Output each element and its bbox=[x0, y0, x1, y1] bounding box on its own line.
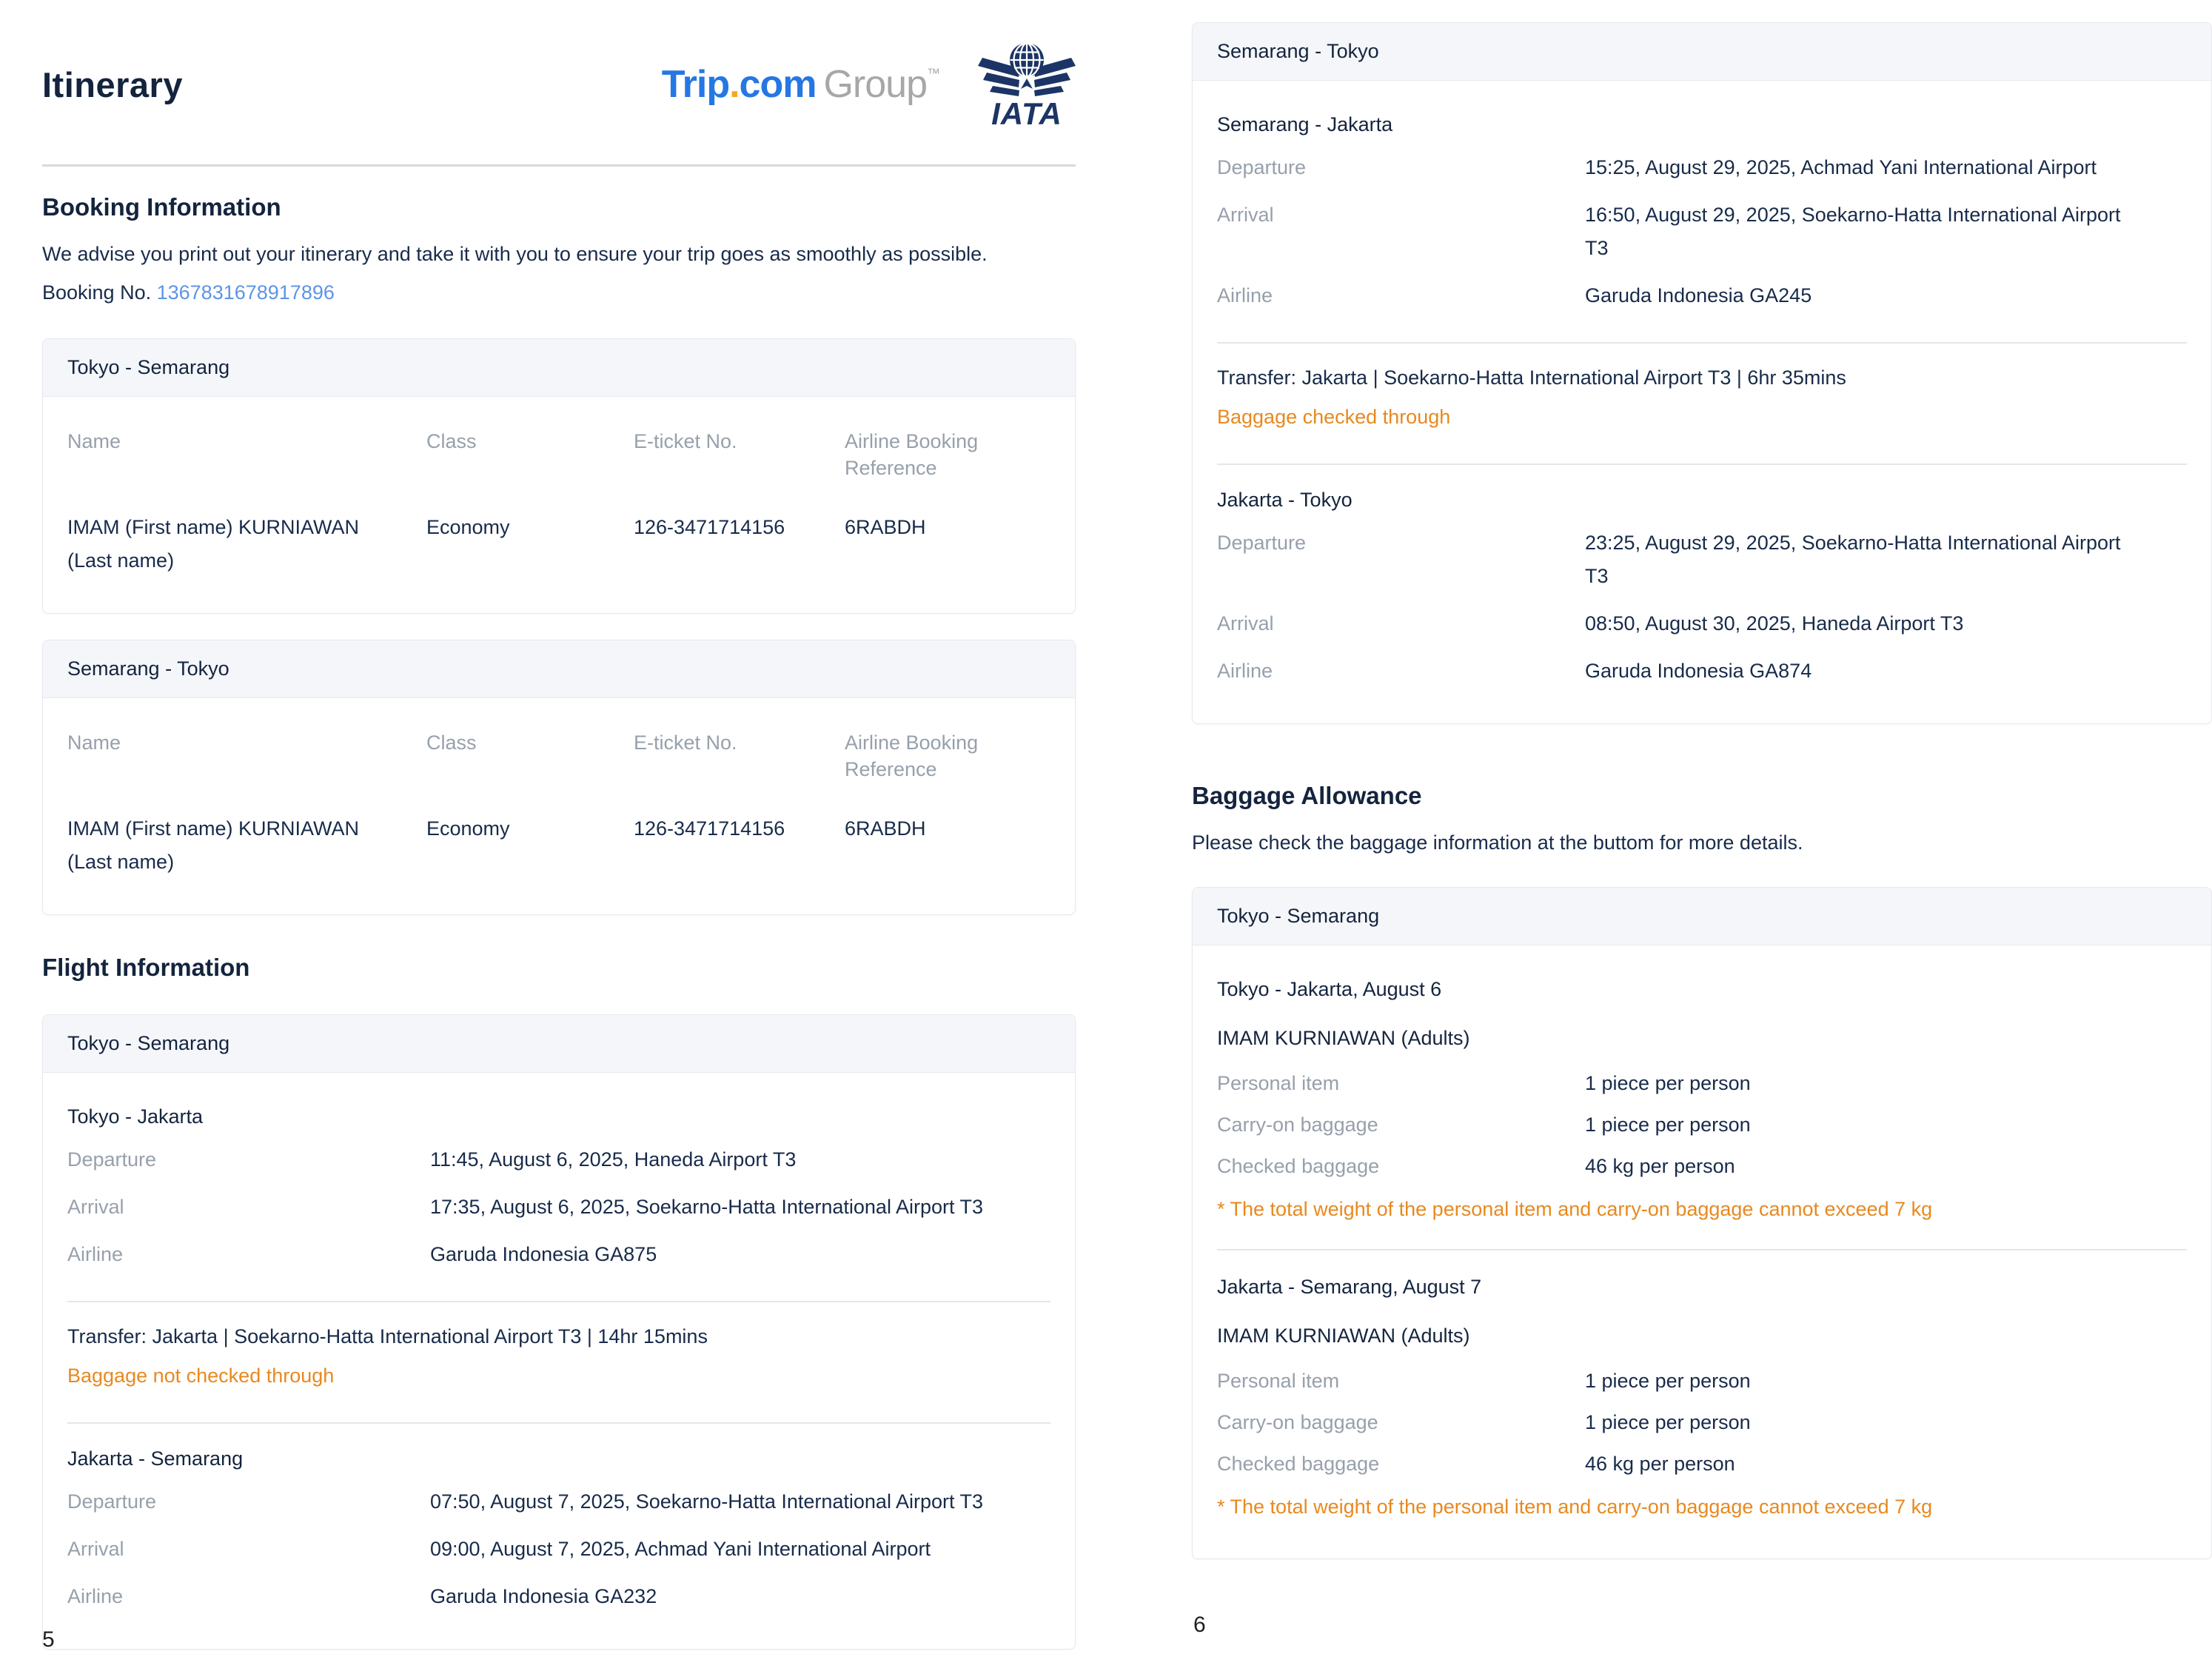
page-header bbox=[42, 41, 1076, 127]
baggage-row bbox=[1217, 1150, 2187, 1182]
checked-baggage-value: 46 kg per person bbox=[1585, 1155, 1735, 1177]
carryon-baggage-value: 1 piece per person bbox=[1585, 1411, 1751, 1433]
baggage-card-tokyo-semarang bbox=[1192, 887, 2212, 1559]
tripcom-logo-group: Group bbox=[823, 63, 927, 106]
booking-number-line bbox=[42, 278, 1076, 307]
flight-information-heading: Flight Information bbox=[42, 954, 250, 981]
page-title: Itinerary bbox=[42, 64, 183, 104]
itinerary-page-5 bbox=[42, 0, 1076, 1650]
passenger-table bbox=[67, 428, 1050, 577]
header-divider bbox=[42, 164, 1076, 167]
card-header bbox=[43, 339, 1075, 397]
passenger-name: IMAM (First name) KURNIAWAN (Last name) bbox=[67, 817, 360, 873]
flight-detail-row bbox=[1217, 607, 2187, 640]
departure-value: 15:25, August 29, 2025, Achmad Yani International Airport bbox=[1585, 156, 2097, 178]
flight-card-semarang-tokyo bbox=[1192, 22, 2212, 724]
flight-detail-row bbox=[67, 1143, 1050, 1176]
transfer-info: Transfer: Jakarta | Soekarno-Hatta International Airport T3 | 6hr 35mins bbox=[1217, 366, 1846, 389]
card-title: Tokyo - Semarang bbox=[67, 356, 230, 378]
personal-item-value: 1 piece per person bbox=[1585, 1370, 1751, 1392]
column-header-name: Name bbox=[67, 430, 121, 452]
airline-booking-reference: 6RABDH bbox=[845, 817, 926, 840]
personal-item-label: Personal item bbox=[1217, 1072, 1340, 1094]
personal-item-value: 1 piece per person bbox=[1585, 1072, 1751, 1094]
iata-logo bbox=[978, 41, 1076, 127]
transfer-info: Transfer: Jakarta | Soekarno-Hatta International Airport T3 | 14hr 15mins bbox=[67, 1325, 708, 1347]
tripcom-logo-com: com bbox=[739, 63, 817, 106]
arrival-value: 09:00, August 7, 2025, Achmad Yani International Airport bbox=[430, 1538, 931, 1560]
booking-number-link[interactable]: 1367831678917896 bbox=[156, 281, 335, 304]
checked-baggage-label: Checked baggage bbox=[1217, 1453, 1380, 1475]
arrival-label: Arrival bbox=[1217, 612, 1274, 635]
card-header bbox=[43, 1015, 1075, 1073]
airline-value: Garuda Indonesia GA874 bbox=[1585, 660, 1812, 682]
baggage-passenger: IMAM KURNIAWAN (Adults) bbox=[1217, 1027, 1470, 1049]
airline-label: Airline bbox=[1217, 660, 1273, 682]
airline-value: Garuda Indonesia GA875 bbox=[430, 1243, 657, 1265]
card-header bbox=[1193, 23, 2211, 81]
airline-label: Airline bbox=[67, 1585, 124, 1607]
flight-detail-row bbox=[1217, 526, 2187, 593]
page-number-6: 6 bbox=[1193, 1613, 1206, 1637]
baggage-row bbox=[1217, 1406, 2187, 1439]
flight-detail-row bbox=[1217, 151, 2187, 184]
card-title: Semarang - Tokyo bbox=[1217, 40, 1379, 62]
card-title: Tokyo - Semarang bbox=[67, 1032, 230, 1054]
passenger-table bbox=[67, 729, 1050, 879]
carryon-baggage-label: Carry-on baggage bbox=[1217, 1114, 1378, 1136]
baggage-status-note: Baggage checked through bbox=[1217, 406, 1451, 428]
trademark-symbol: ™ bbox=[927, 66, 939, 81]
tripcom-group-logo bbox=[662, 62, 939, 107]
segment-divider bbox=[1217, 342, 2187, 344]
departure-label: Departure bbox=[67, 1490, 157, 1513]
departure-label: Departure bbox=[67, 1148, 157, 1171]
column-header-class: Class bbox=[426, 430, 477, 452]
airline-label: Airline bbox=[67, 1243, 124, 1265]
arrival-value: 08:50, August 30, 2025, Haneda Airport T3 bbox=[1585, 612, 1964, 635]
segment-divider bbox=[67, 1422, 1050, 1424]
flight-detail-row bbox=[67, 1238, 1050, 1271]
iata-logo-text: IATA bbox=[991, 96, 1062, 127]
departure-label: Departure bbox=[1217, 532, 1307, 554]
arrival-value: 17:35, August 6, 2025, Soekarno-Hatta International Airport T3 bbox=[430, 1196, 983, 1218]
tripcom-logo-dot: . bbox=[729, 63, 740, 106]
card-body bbox=[43, 1073, 1075, 1649]
departure-label: Departure bbox=[1217, 156, 1307, 178]
passenger-name: IMAM (First name) KURNIAWAN (Last name) bbox=[67, 516, 360, 572]
column-header-eticket: E-ticket No. bbox=[634, 430, 737, 452]
booking-advisory-text: We advise you print out your itinerary and take it with you to ensure your trip goes as smoothly as possible. bbox=[42, 243, 988, 265]
flight-detail-row bbox=[67, 1533, 1050, 1566]
departure-value: 23:25, August 29, 2025, Soekarno-Hatta International Airport T3 bbox=[1585, 532, 2121, 587]
card-body bbox=[1193, 81, 2211, 723]
baggage-row bbox=[1217, 1108, 2187, 1141]
segment-route: Jakarta - Tokyo bbox=[1217, 489, 1353, 511]
column-header-class: Class bbox=[426, 731, 477, 754]
cabin-class: Economy bbox=[426, 516, 510, 538]
baggage-advisory-text: Please check the baggage information at the buttom for more details. bbox=[1192, 831, 1803, 854]
card-body bbox=[1193, 945, 2211, 1559]
segment-route: Jakarta - Semarang bbox=[67, 1447, 244, 1470]
arrival-label: Arrival bbox=[67, 1196, 124, 1218]
departure-value: 11:45, August 6, 2025, Haneda Airport T3 bbox=[430, 1148, 797, 1171]
airline-booking-reference: 6RABDH bbox=[845, 516, 926, 538]
column-header-reference: Airline Booking Reference bbox=[845, 731, 979, 780]
airline-value: Garuda Indonesia GA232 bbox=[430, 1585, 657, 1607]
arrival-label: Arrival bbox=[67, 1538, 124, 1560]
departure-value: 07:50, August 7, 2025, Soekarno-Hatta International Airport T3 bbox=[430, 1490, 983, 1513]
flight-detail-row bbox=[67, 1485, 1050, 1519]
segment-divider bbox=[1217, 463, 2187, 465]
flight-detail-row bbox=[67, 1580, 1050, 1613]
iata-icon bbox=[978, 41, 1076, 127]
baggage-passenger: IMAM KURNIAWAN (Adults) bbox=[1217, 1325, 1470, 1347]
baggage-weight-note: * The total weight of the personal item and carry-on baggage cannot exceed 7 kg bbox=[1217, 1198, 1933, 1220]
baggage-row bbox=[1217, 1365, 2187, 1397]
baggage-weight-note: * The total weight of the personal item and carry-on baggage cannot exceed 7 kg bbox=[1217, 1496, 1933, 1518]
eticket-number: 126-3471714156 bbox=[634, 817, 785, 840]
arrival-value: 16:50, August 29, 2025, Soekarno-Hatta International Airport T3 bbox=[1585, 204, 2121, 259]
column-header-name: Name bbox=[67, 731, 121, 754]
booking-card-tokyo-semarang bbox=[42, 338, 1076, 614]
booking-card-semarang-tokyo bbox=[42, 640, 1076, 915]
carryon-baggage-label: Carry-on baggage bbox=[1217, 1411, 1378, 1433]
baggage-status-note: Baggage not checked through bbox=[67, 1365, 335, 1387]
flight-detail-row bbox=[1217, 279, 2187, 312]
cabin-class: Economy bbox=[426, 817, 510, 840]
personal-item-label: Personal item bbox=[1217, 1370, 1340, 1392]
card-header bbox=[1193, 888, 2211, 945]
segment-route: Semarang - Jakarta bbox=[1217, 113, 1393, 135]
airline-label: Airline bbox=[1217, 284, 1273, 307]
page-number-5: 5 bbox=[42, 1627, 55, 1652]
flight-detail-row bbox=[67, 1191, 1050, 1224]
airline-value: Garuda Indonesia GA245 bbox=[1585, 284, 1812, 307]
baggage-segment-route: Jakarta - Semarang, August 7 bbox=[1217, 1276, 1482, 1298]
card-title: Semarang - Tokyo bbox=[67, 657, 229, 680]
eticket-number: 126-3471714156 bbox=[634, 516, 785, 538]
checked-baggage-value: 46 kg per person bbox=[1585, 1453, 1735, 1475]
checked-baggage-label: Checked baggage bbox=[1217, 1155, 1380, 1177]
tripcom-logo-trip: Trip bbox=[661, 63, 730, 106]
header-logos bbox=[662, 41, 1076, 127]
flight-detail-row bbox=[1217, 198, 2187, 265]
booking-number-label: Booking No. bbox=[42, 281, 152, 304]
booking-information-heading: Booking Information bbox=[42, 193, 281, 221]
baggage-row bbox=[1217, 1447, 2187, 1480]
flight-card-tokyo-semarang bbox=[42, 1014, 1076, 1650]
carryon-baggage-value: 1 piece per person bbox=[1585, 1114, 1751, 1136]
card-body bbox=[43, 397, 1075, 613]
segment-route: Tokyo - Jakarta bbox=[67, 1105, 204, 1128]
card-body bbox=[43, 698, 1075, 914]
baggage-row bbox=[1217, 1067, 2187, 1099]
card-title: Tokyo - Semarang bbox=[1217, 905, 1380, 927]
card-header bbox=[43, 640, 1075, 698]
baggage-group-divider bbox=[1217, 1249, 2187, 1251]
column-header-eticket: E-ticket No. bbox=[634, 731, 737, 754]
segment-divider bbox=[67, 1301, 1050, 1302]
arrival-label: Arrival bbox=[1217, 204, 1274, 226]
flight-detail-row bbox=[1217, 654, 2187, 688]
itinerary-page-6 bbox=[1192, 0, 2212, 1559]
baggage-segment-route: Tokyo - Jakarta, August 6 bbox=[1217, 978, 1442, 1000]
baggage-allowance-heading: Baggage Allowance bbox=[1192, 782, 1422, 809]
column-header-reference: Airline Booking Reference bbox=[845, 430, 979, 479]
